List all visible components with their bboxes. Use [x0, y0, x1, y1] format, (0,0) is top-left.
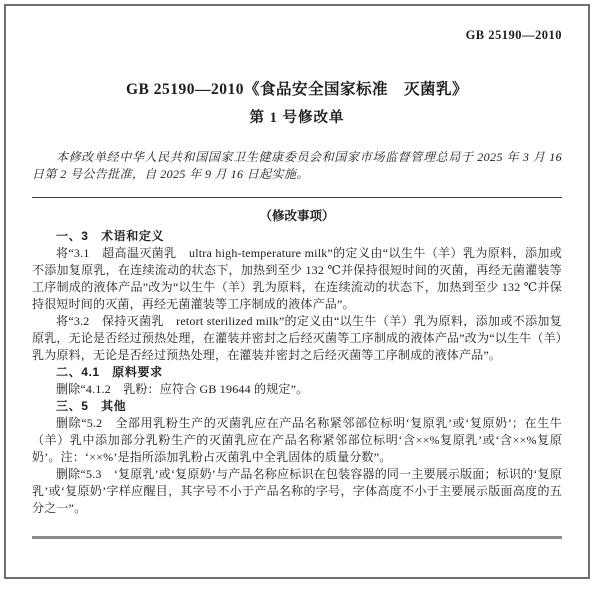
item-paragraph: 将“3.1 超高温灭菌乳 ultra high-temperature milk”的定义由“以生牛（羊）乳为原料，添加或不添加复原乳，在连续流动的状态下，加热到至少 132 ℃并保持很短时间的灭菌，再经无菌灌装等工序制成的液体产品”改为“以生牛（羊）乳为原料，在连续流动的状态下，加热到至少 132 ℃并保持很短时间的灭菌，再经无菌灌装等工序制成的液体产品”。 — [32, 246, 562, 311]
standard-number: GB 25190—2010 — [465, 28, 562, 42]
item-paragraph: 将“3.2 保持灭菌乳 retort sterilized milk”的定义由“以生牛（羊）乳为原料，添加或不添加复原乳，无论是否经过预热处理，在灌装并密封之后经灭菌等工序制成的液体产品”改为“以生牛（羊）乳为原料，无论是否经过预热处理，在灌装并密封之后经灭菌等工序制成的液体产品”。 — [32, 314, 562, 362]
document-title: GB 25190—2010《食品安全国家标准 灭菌乳》 — [125, 81, 469, 98]
section-divider-line — [32, 197, 562, 198]
item-heading: 一、3 术语和定义 — [56, 229, 165, 243]
page-header — [32, 28, 562, 43]
item-heading: 二、4.1 原料要求 — [56, 365, 163, 379]
item-paragraph: 删除“5.3 ‘复原乳’或‘复原奶’与产品名称应标识在包装容器的同一主要展示版面；标识的‘复原乳’或‘复原奶’字样应醒目，其字号不小于产品名称的字号，字体高度不小于主要展示版面高度的五分之一”。 — [32, 467, 562, 515]
page-frame — [4, 4, 590, 579]
amendment-items — [32, 228, 562, 517]
page-content — [32, 6, 562, 539]
item-paragraph: 删除“4.1.2 乳粉：应符合 GB 19644 的规定”。 — [56, 382, 309, 396]
item-heading: 三、5 其他 — [56, 399, 127, 413]
item-paragraph: 删除“5.2 全部用乳粉生产的灭菌乳应在产品名称紧邻部位标明‘复原乳’或‘复原奶’；在生牛（羊）乳中添加部分乳粉生产的灭菌乳应在产品名称紧邻部位标明‘含××%复原乳’或‘含××%复原奶’。注：‘××%’是指所添加乳粉占灭菌乳中全乳固体的质量分数”。 — [32, 416, 562, 464]
bottom-rule — [32, 536, 562, 539]
amendment-note-label: （修改事项） — [259, 209, 335, 223]
approval-preamble: 本修改单经中华人民共和国国家卫生健康委员会和国家市场监督管理总局于 2025 年 3 月 16 日第 2 号公告批准，自 2025 年 9 月 16 日起实施。 — [32, 150, 562, 181]
document-subtitle: 第 1 号修改单 — [249, 110, 345, 126]
title-block — [32, 77, 562, 127]
